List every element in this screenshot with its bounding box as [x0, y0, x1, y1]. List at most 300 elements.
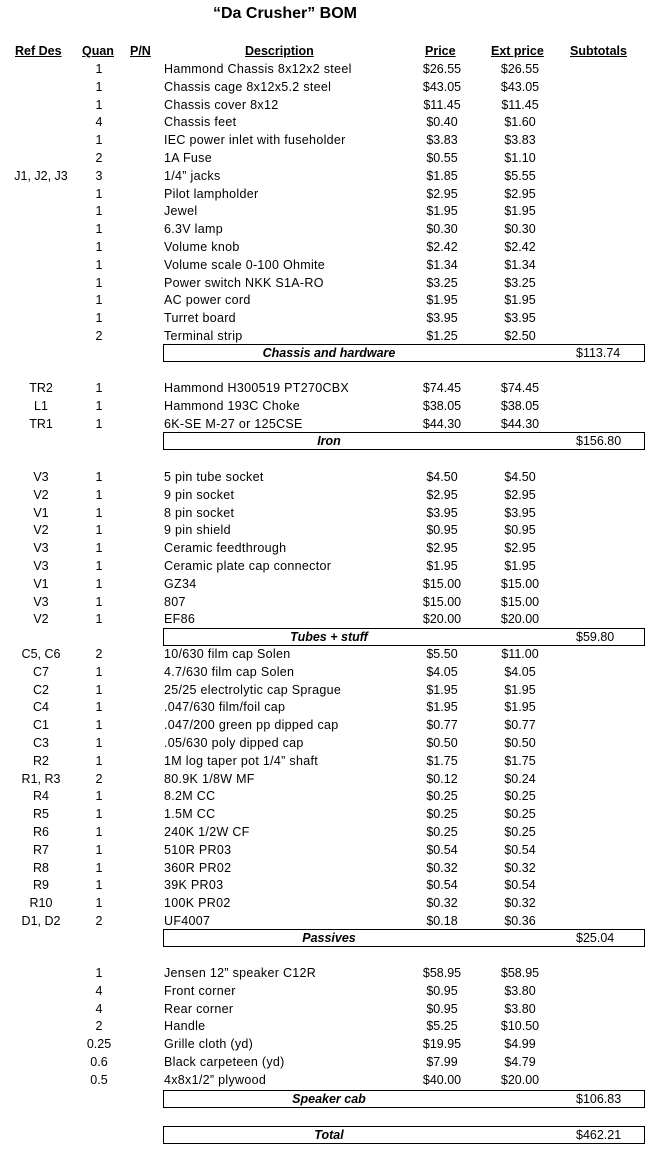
ext-price-cell: $1.10 [504, 151, 536, 165]
price-cell: $0.55 [426, 151, 458, 165]
table-row [0, 912, 660, 930]
ref-cell: C1 [33, 718, 49, 733]
ext-price-cell: $0.77 [504, 718, 536, 733]
price-cell: $1.34 [426, 257, 458, 272]
table-row [0, 468, 660, 486]
header-ext: Ext price [491, 44, 544, 58]
price-cell: $1.95 [426, 682, 458, 697]
table-row [0, 1053, 660, 1071]
qty-cell: 1 [95, 79, 103, 94]
qty-cell: 1 [95, 966, 103, 980]
table-row [0, 645, 660, 663]
qty-cell: 1 [95, 541, 103, 556]
table-row [0, 859, 660, 877]
table-row [0, 379, 660, 397]
description-cell: Front corner [164, 983, 236, 998]
description-cell: Ceramic plate cap connector [164, 559, 332, 573]
subtotal-box [163, 432, 645, 450]
price-cell: $0.32 [426, 896, 458, 911]
ext-price-cell: $3.83 [504, 133, 536, 148]
qty-cell: 1 [95, 736, 103, 750]
description-cell: IEC power inlet with fuseholder [164, 133, 346, 148]
description-cell: 807 [164, 594, 186, 609]
description-cell: Volume knob [164, 240, 240, 254]
price-cell: $1.25 [426, 329, 458, 343]
ref-cell: R8 [33, 860, 49, 875]
table-row [0, 593, 660, 611]
table-row [0, 291, 660, 309]
ext-price-cell: $1.34 [504, 257, 536, 272]
description-cell: Terminal strip [164, 329, 243, 343]
qty-cell: 3 [95, 168, 103, 183]
price-cell: $58.95 [422, 966, 462, 980]
ext-price-cell: $1.95 [504, 204, 536, 219]
table-row [0, 238, 660, 256]
description-cell: 9 pin socket [164, 487, 235, 502]
subtotal-label: Iron [317, 434, 341, 448]
qty-cell: 1 [95, 576, 103, 591]
price-cell: $44.30 [422, 416, 462, 431]
price-cell: $0.95 [426, 1001, 458, 1016]
qty-cell: 1 [95, 682, 103, 697]
price-cell: $0.12 [426, 771, 458, 786]
price-cell: $43.05 [422, 79, 462, 94]
table-row [0, 185, 660, 203]
description-cell: 360R PR02 [164, 860, 232, 875]
description-cell: Pilot lampholder [164, 186, 259, 201]
price-cell: $3.25 [426, 275, 458, 290]
qty-cell: 1 [95, 718, 103, 733]
qty-cell: 1 [95, 896, 103, 911]
description-cell: 1.5M CC [164, 807, 216, 822]
ext-price-cell: $15.00 [500, 594, 540, 609]
price-cell: $0.50 [426, 736, 458, 750]
qty-cell: 4 [95, 115, 103, 130]
qty-cell: 1 [95, 222, 103, 237]
qty-cell: 1 [95, 523, 103, 538]
ext-price-cell: $11.45 [501, 97, 539, 112]
price-cell: $1.75 [426, 753, 458, 768]
price-cell: $7.99 [426, 1055, 458, 1069]
description-cell: Jensen 12” speaker C12R [164, 966, 317, 980]
ext-price-cell: $5.55 [504, 168, 536, 183]
description-cell: .05/630 poly dipped cap [164, 736, 304, 750]
ext-price-cell: $1.95 [504, 293, 536, 308]
ref-cell: V1 [33, 505, 49, 520]
qty-cell: 1 [95, 505, 103, 520]
description-cell: 8.2M CC [164, 789, 216, 804]
header-qty: Quan [82, 44, 114, 58]
table-row [0, 486, 660, 504]
table-row [0, 149, 660, 167]
table-row [0, 663, 660, 681]
description-cell: Chassis cage 8x12x5.2 steel [164, 79, 332, 94]
ref-cell: R6 [33, 825, 49, 839]
ext-price-cell: $3.95 [504, 505, 536, 520]
price-cell: $4.05 [426, 664, 458, 679]
qty-cell: 4 [95, 1001, 103, 1016]
qty-cell: 1 [95, 97, 103, 112]
subtotal-label: Speaker cab [292, 1092, 366, 1106]
price-cell: $15.00 [422, 576, 462, 591]
ref-cell: TR2 [29, 381, 53, 395]
ref-cell: R1, R3 [21, 771, 61, 786]
ref-cell: V3 [33, 559, 49, 573]
table-row [0, 823, 660, 841]
price-cell: $0.18 [426, 914, 458, 928]
price-cell: $5.50 [426, 647, 458, 661]
qty-cell: 4 [95, 983, 103, 998]
ref-cell: L1 [34, 398, 48, 413]
subtotal-amount: $59.80 [576, 630, 615, 644]
subtotal-box [163, 628, 645, 646]
ext-price-cell: $20.00 [500, 1072, 540, 1087]
subtotal-label: Tubes + stuff [290, 630, 368, 644]
table-row [0, 894, 660, 912]
ext-price-cell: $0.54 [504, 842, 536, 857]
price-cell: $5.25 [426, 1019, 458, 1034]
qty-cell: 2 [95, 329, 103, 343]
qty-cell: 1 [95, 664, 103, 679]
ref-cell: V2 [33, 612, 49, 627]
subtotal-label: Chassis and hardware [262, 346, 396, 360]
qty-cell: 1 [95, 398, 103, 413]
description-cell: 4x8x1/2” plywood [164, 1072, 267, 1087]
header-price: Price [425, 44, 456, 58]
description-cell: Turret board [164, 311, 236, 326]
ext-price-cell: $44.30 [500, 416, 540, 431]
ext-price-cell: $0.25 [504, 825, 536, 839]
description-cell: GZ34 [164, 576, 197, 591]
price-cell: $0.40 [426, 115, 458, 130]
ext-price-cell: $3.95 [504, 311, 536, 326]
table-row [0, 539, 660, 557]
header-pn: P/N [130, 44, 151, 58]
ext-price-cell: $0.30 [504, 222, 536, 237]
price-cell: $1.95 [426, 293, 458, 308]
ext-price-cell: $1.95 [504, 682, 536, 697]
price-cell: $3.83 [426, 133, 458, 148]
ext-price-cell: $0.50 [504, 736, 536, 750]
price-cell: $3.95 [426, 505, 458, 520]
description-cell: Chassis cover 8x12 [164, 97, 279, 112]
description-cell: Hammond H300519 PT270CBX [164, 381, 350, 395]
description-cell: 100K PR02 [164, 896, 231, 911]
price-cell: $2.95 [426, 186, 458, 201]
ref-cell: V2 [33, 487, 49, 502]
ref-cell: V1 [33, 576, 49, 591]
qty-cell: 1 [95, 186, 103, 201]
price-cell: $11.45 [423, 97, 461, 112]
qty-cell: 1 [95, 416, 103, 431]
description-cell: EF86 [164, 612, 196, 627]
header-desc: Description [245, 44, 314, 58]
page-title: “Da Crusher” BOM [212, 5, 358, 22]
description-cell: Jewel [164, 204, 198, 219]
ext-price-cell: $43.05 [500, 79, 540, 94]
qty-cell: 1 [95, 789, 103, 804]
qty-cell: 1 [95, 204, 103, 219]
qty-cell: 1 [95, 700, 103, 715]
table-row [0, 575, 660, 593]
qty-cell: 1 [95, 257, 103, 272]
price-cell: $0.95 [426, 983, 458, 998]
ext-price-cell: $1.95 [504, 700, 536, 715]
description-cell: Rear corner [164, 1001, 234, 1016]
ref-cell: V3 [33, 470, 49, 484]
table-row [0, 964, 660, 982]
price-cell: $0.54 [426, 878, 458, 893]
price-cell: $0.54 [426, 842, 458, 857]
price-cell: $74.45 [422, 381, 462, 395]
subtotal-box [163, 344, 645, 362]
ext-price-cell: $0.95 [504, 523, 536, 538]
price-cell: $1.95 [426, 700, 458, 715]
price-cell: $19.95 [422, 1037, 462, 1052]
ref-cell: V3 [33, 541, 49, 556]
ext-price-cell: $4.99 [504, 1037, 536, 1052]
price-cell: $0.95 [426, 523, 458, 538]
ext-price-cell: $3.25 [504, 275, 536, 290]
subtotal-amount: $106.83 [576, 1092, 622, 1106]
ref-cell: TR1 [29, 416, 53, 431]
description-cell: .047/200 green pp dipped cap [164, 718, 339, 733]
ref-cell: C3 [33, 736, 49, 750]
ref-cell: R4 [33, 789, 49, 804]
ext-price-cell: $0.32 [504, 896, 536, 911]
ref-cell: R5 [33, 807, 49, 822]
qty-cell: 2 [95, 771, 103, 786]
ext-price-cell: $3.80 [504, 1001, 536, 1016]
table-row [0, 256, 660, 274]
description-cell: 25/25 electrolytic cap Sprague [164, 682, 342, 697]
price-cell: $3.95 [426, 311, 458, 326]
description-cell: 1A Fuse [164, 151, 212, 165]
description-cell: Hammond Chassis 8x12x2 steel [164, 62, 352, 76]
table-row [0, 309, 660, 327]
qty-cell: 2 [95, 914, 103, 928]
qty-cell: 1 [95, 753, 103, 768]
description-cell: .047/630 film/foil cap [164, 700, 286, 715]
ext-price-cell: $26.55 [500, 62, 540, 76]
ext-price-cell: $2.95 [504, 541, 536, 556]
qty-cell: 1 [95, 470, 103, 484]
qty-cell: 1 [95, 559, 103, 573]
table-row [0, 167, 660, 185]
description-cell: 6K-SE M-27 or 125CSE [164, 416, 303, 431]
price-cell: $0.77 [426, 718, 458, 733]
qty-cell: 2 [95, 1019, 103, 1034]
table-row [0, 982, 660, 1000]
description-cell: 6.3V lamp [164, 222, 223, 237]
price-cell: $0.25 [426, 807, 458, 822]
table-row [0, 1071, 660, 1089]
description-cell: Black carpeteen (yd) [164, 1055, 285, 1069]
ref-cell: C5, C6 [21, 647, 61, 661]
price-cell: $1.95 [426, 204, 458, 219]
ext-price-cell: $2.50 [504, 329, 536, 343]
table-row [0, 113, 660, 131]
subtotal-box [163, 1090, 645, 1108]
qty-cell: 0.25 [86, 1037, 112, 1052]
ref-cell: C7 [33, 664, 49, 679]
description-cell: 4.7/630 film cap Solen [164, 664, 295, 679]
ext-price-cell: $4.79 [504, 1055, 536, 1069]
header-subtotals: Subtotals [570, 44, 627, 58]
table-row [0, 805, 660, 823]
table-row [0, 327, 660, 345]
description-cell: Handle [164, 1019, 206, 1034]
ext-price-cell: $11.00 [501, 647, 539, 661]
ext-price-cell: $0.54 [504, 878, 536, 893]
ext-price-cell: $74.45 [500, 381, 540, 395]
table-row [0, 96, 660, 114]
table-row [0, 770, 660, 788]
description-cell: 10/630 film cap Solen [164, 647, 291, 661]
ext-price-cell: $1.60 [504, 115, 536, 130]
table-row [0, 1035, 660, 1053]
subtotal-label: Passives [302, 931, 356, 945]
table-row [0, 202, 660, 220]
price-cell: $38.05 [422, 398, 462, 413]
ext-price-cell: $0.32 [504, 860, 536, 875]
subtotal-box [163, 929, 645, 947]
qty-cell: 1 [95, 860, 103, 875]
ref-cell: V2 [33, 523, 49, 538]
price-cell: $2.95 [426, 487, 458, 502]
ref-cell: C4 [33, 700, 49, 715]
header-ref: Ref Des [15, 44, 62, 58]
qty-cell: 0.5 [90, 1072, 108, 1087]
qty-cell: 1 [95, 612, 103, 627]
price-cell: $2.42 [426, 240, 458, 254]
price-cell: $0.32 [426, 860, 458, 875]
table-row [0, 1017, 660, 1035]
description-cell: 8 pin socket [164, 505, 235, 520]
description-cell: 5 pin tube socket [164, 470, 264, 484]
table-row [0, 681, 660, 699]
qty-cell: 1 [95, 594, 103, 609]
description-cell: Chassis feet [164, 115, 237, 130]
ext-price-cell: $0.25 [504, 807, 536, 822]
qty-cell: 1 [95, 487, 103, 502]
price-cell: $4.50 [426, 470, 458, 484]
price-cell: $2.95 [426, 541, 458, 556]
description-cell: 80.9K 1/8W MF [164, 771, 255, 786]
ext-price-cell: $38.05 [500, 398, 540, 413]
ext-price-cell: $20.00 [500, 612, 540, 627]
total-amount: $462.21 [576, 1128, 622, 1142]
table-row [0, 841, 660, 859]
table-row [0, 752, 660, 770]
ref-cell: R7 [33, 842, 49, 857]
qty-cell: 2 [95, 151, 103, 165]
table-row [0, 698, 660, 716]
table-row [0, 1000, 660, 1018]
price-cell: $20.00 [422, 612, 462, 627]
description-cell: Hammond 193C Choke [164, 398, 301, 413]
ref-cell: V3 [33, 594, 49, 609]
ref-cell: D1, D2 [21, 914, 61, 928]
description-cell: Grille cloth (yd) [164, 1037, 254, 1052]
total-box [163, 1126, 645, 1144]
qty-cell: 1 [95, 293, 103, 308]
qty-cell: 1 [95, 275, 103, 290]
table-row [0, 78, 660, 96]
qty-cell: 1 [95, 311, 103, 326]
qty-cell: 1 [95, 825, 103, 839]
ext-price-cell: $0.36 [504, 914, 536, 928]
table-row [0, 274, 660, 292]
table-row [0, 521, 660, 539]
ext-price-cell: $58.95 [500, 966, 540, 980]
subtotal-amount: $156.80 [576, 434, 622, 448]
description-cell: 1M log taper pot 1/4” shaft [164, 753, 319, 768]
qty-cell: 0.6 [90, 1055, 108, 1069]
total-label: Total [314, 1128, 344, 1142]
subtotal-amount: $113.74 [576, 346, 621, 360]
description-cell: Ceramic feedthrough [164, 541, 287, 556]
table-row [0, 787, 660, 805]
price-cell: $0.25 [426, 825, 458, 839]
table-row [0, 131, 660, 149]
qty-cell: 1 [95, 807, 103, 822]
price-cell: $1.85 [426, 168, 458, 183]
qty-cell: 1 [95, 381, 103, 395]
table-row [0, 716, 660, 734]
table-row [0, 397, 660, 415]
qty-cell: 1 [95, 133, 103, 148]
table-row [0, 504, 660, 522]
ext-price-cell: $0.24 [504, 771, 536, 786]
table-row [0, 220, 660, 238]
ext-price-cell: $1.95 [504, 559, 536, 573]
description-cell: AC power cord [164, 293, 251, 308]
ext-price-cell: $4.05 [504, 664, 536, 679]
ext-price-cell: $2.95 [504, 487, 536, 502]
ref-cell: R9 [33, 878, 49, 893]
table-row [0, 734, 660, 752]
qty-cell: 1 [95, 842, 103, 857]
ref-cell: C2 [33, 682, 49, 697]
qty-cell: 1 [95, 878, 103, 893]
ext-price-cell: $15.00 [500, 576, 540, 591]
description-cell: UF4007 [164, 914, 211, 928]
description-cell: 510R PR03 [164, 842, 232, 857]
description-cell: Power switch NKK S1A-RO [164, 275, 324, 290]
price-cell: $26.55 [422, 62, 462, 76]
ext-price-cell: $1.75 [504, 753, 536, 768]
ref-cell: R2 [33, 753, 49, 768]
description-cell: 9 pin shield [164, 523, 231, 538]
price-cell: $15.00 [422, 594, 462, 609]
price-cell: $1.95 [426, 559, 458, 573]
description-cell: 240K 1/2W CF [164, 825, 250, 839]
table-row [0, 60, 660, 78]
price-cell: $0.25 [426, 789, 458, 804]
description-cell: Volume scale 0-100 Ohmite [164, 257, 326, 272]
table-row [0, 876, 660, 894]
qty-cell: 1 [95, 62, 103, 76]
ext-price-cell: $3.80 [504, 983, 536, 998]
ref-cell: R10 [29, 896, 53, 911]
description-cell: 1/4” jacks [164, 168, 221, 183]
ext-price-cell: $10.50 [500, 1019, 540, 1034]
ext-price-cell: $0.25 [504, 789, 536, 804]
price-cell: $0.30 [426, 222, 458, 237]
table-row [0, 557, 660, 575]
qty-cell: 2 [95, 647, 103, 661]
